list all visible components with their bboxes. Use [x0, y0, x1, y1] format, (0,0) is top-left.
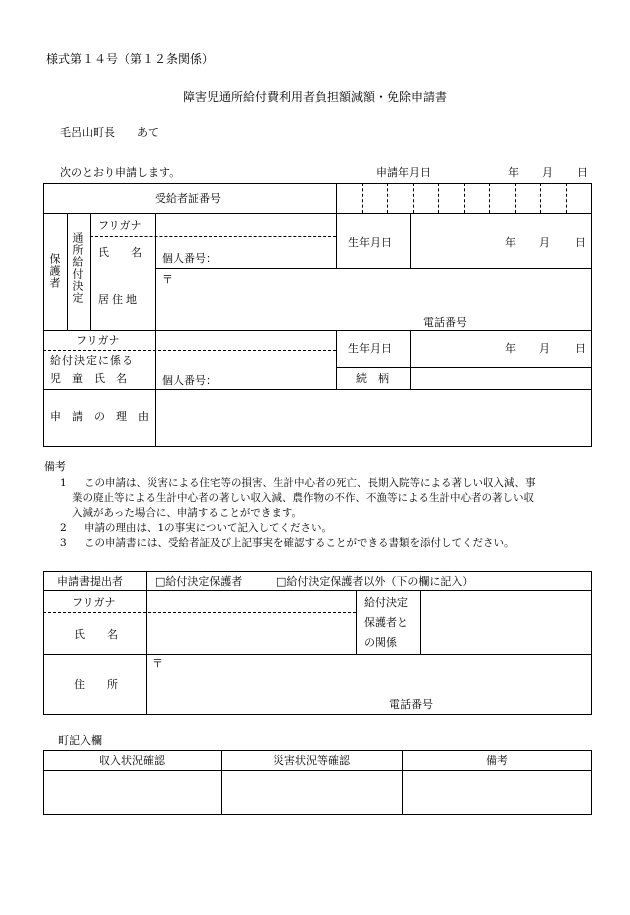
submitter-name-field[interactable] [147, 614, 355, 653]
form-number: 様式第１４号（第１２条関係） [46, 52, 215, 66]
relation-label-line1: 給付決定 [364, 596, 408, 609]
child-relation-label: 続 柄 [356, 372, 389, 385]
child-birth-day: 日 [575, 342, 586, 355]
note-number: 3 [60, 537, 67, 549]
decision-label: 通所給付決定 [71, 232, 84, 304]
guardian-label: 保護者 [48, 253, 61, 289]
child-name-label-line2: 児 童 氏 名 [50, 372, 127, 385]
note-text: この申請書には、受給者証及び上記事実を確認することができる書類を添付してください。 [84, 537, 515, 549]
guardian-name-field[interactable] [156, 237, 335, 267]
submitter-phone-label: 電話番号 [389, 698, 433, 711]
guardian-phone-label: 電話番号 [423, 316, 467, 329]
submitter-relation-field[interactable] [421, 591, 591, 653]
guardian-birth-month: 月 [539, 236, 550, 249]
reason-field[interactable] [156, 390, 591, 446]
submitter-address-field[interactable] [147, 655, 591, 714]
note-number: 1 [60, 477, 67, 489]
guardian-name-label: 氏 名 [98, 246, 142, 259]
recipient-cert-number-field[interactable] [337, 184, 591, 212]
child-birth-year: 年 [505, 342, 516, 355]
child-furigana-label: フリガナ [76, 334, 120, 347]
child-name-field[interactable] [156, 351, 335, 388]
child-name-label-line1: 給付決定に係る [50, 354, 134, 367]
recipient-cert-label: 受給者証番号 [155, 192, 221, 205]
application-date-month: 月 [542, 166, 553, 179]
guardian-birthdate-label: 生年月日 [348, 236, 392, 249]
column-remarks: 備考 [486, 754, 508, 767]
guardian-address-field[interactable] [156, 269, 591, 329]
application-date-day: 日 [577, 166, 588, 179]
guardian-mynumber-label: 個人番号： [162, 252, 217, 265]
option-guardian-checkbox[interactable]: □給付決定保護者 [155, 575, 243, 588]
column-disaster-check: 災害状況等確認 [273, 754, 350, 767]
guardian-birthdate-field[interactable] [411, 214, 591, 267]
submitter-furigana-label: フリガナ [72, 596, 116, 609]
guardian-address-label: 居住地 [98, 293, 140, 306]
child-relation-field[interactable] [411, 368, 591, 388]
guardian-birth-year: 年 [505, 236, 516, 249]
option-other-checkbox[interactable]: □給付決定保護者以外（下の欄に記入） [276, 575, 474, 588]
child-mynumber-label: 個人番号： [162, 374, 217, 387]
child-birthdate-field[interactable] [411, 331, 591, 366]
submitter-name-label: 氏 名 [74, 628, 118, 641]
submitter-furigana-field[interactable] [147, 591, 355, 611]
submitter-postal-mark: 〒 [152, 657, 163, 670]
guardian-furigana-field[interactable] [156, 214, 335, 235]
guardian-birth-day: 日 [575, 236, 586, 249]
column-income-check: 収入状況確認 [99, 754, 165, 767]
intro-text: 次のとおり申請します。 [60, 166, 181, 179]
addressee: 毛呂山町長 あて [60, 126, 159, 139]
town-section-heading: 町記入欄 [58, 734, 102, 747]
application-date-year: 年 [508, 166, 519, 179]
submitter-address-label: 住 所 [74, 678, 118, 691]
note-text: この申請は、災害による住宅等の損害、生計中心者の死亡、長期入院等による著しい収入減、事 [84, 477, 536, 489]
relation-label-line3: の関係 [364, 636, 397, 649]
application-date-label: 申請年月日 [376, 166, 431, 179]
page-title: 障害児通所給付費利用者負担額減額・免除申請書 [182, 90, 447, 104]
reason-label: 申 請 の 理 由 [50, 410, 149, 423]
notes-heading: 備考 [44, 460, 66, 473]
note-text: 入減があった場合に、申請することができます。 [72, 507, 303, 519]
guardian-postal-mark: 〒 [162, 273, 173, 286]
relation-label-line2: 保護者と [364, 616, 408, 629]
note-text: 業の廃止等による生計中心者の著しい収入減、農作物の不作、不漁等による生計中心者の著しい収 [72, 492, 534, 504]
child-furigana-field[interactable] [156, 331, 335, 349]
child-birthdate-label: 生年月日 [348, 342, 392, 355]
note-text: 申請の理由は、1の事実について記入してください。 [84, 522, 332, 534]
child-birth-month: 月 [539, 342, 550, 355]
guardian-furigana-label: フリガナ [98, 219, 142, 232]
note-number: 2 [60, 522, 67, 534]
submitter-label: 申請書提出者 [57, 575, 123, 588]
